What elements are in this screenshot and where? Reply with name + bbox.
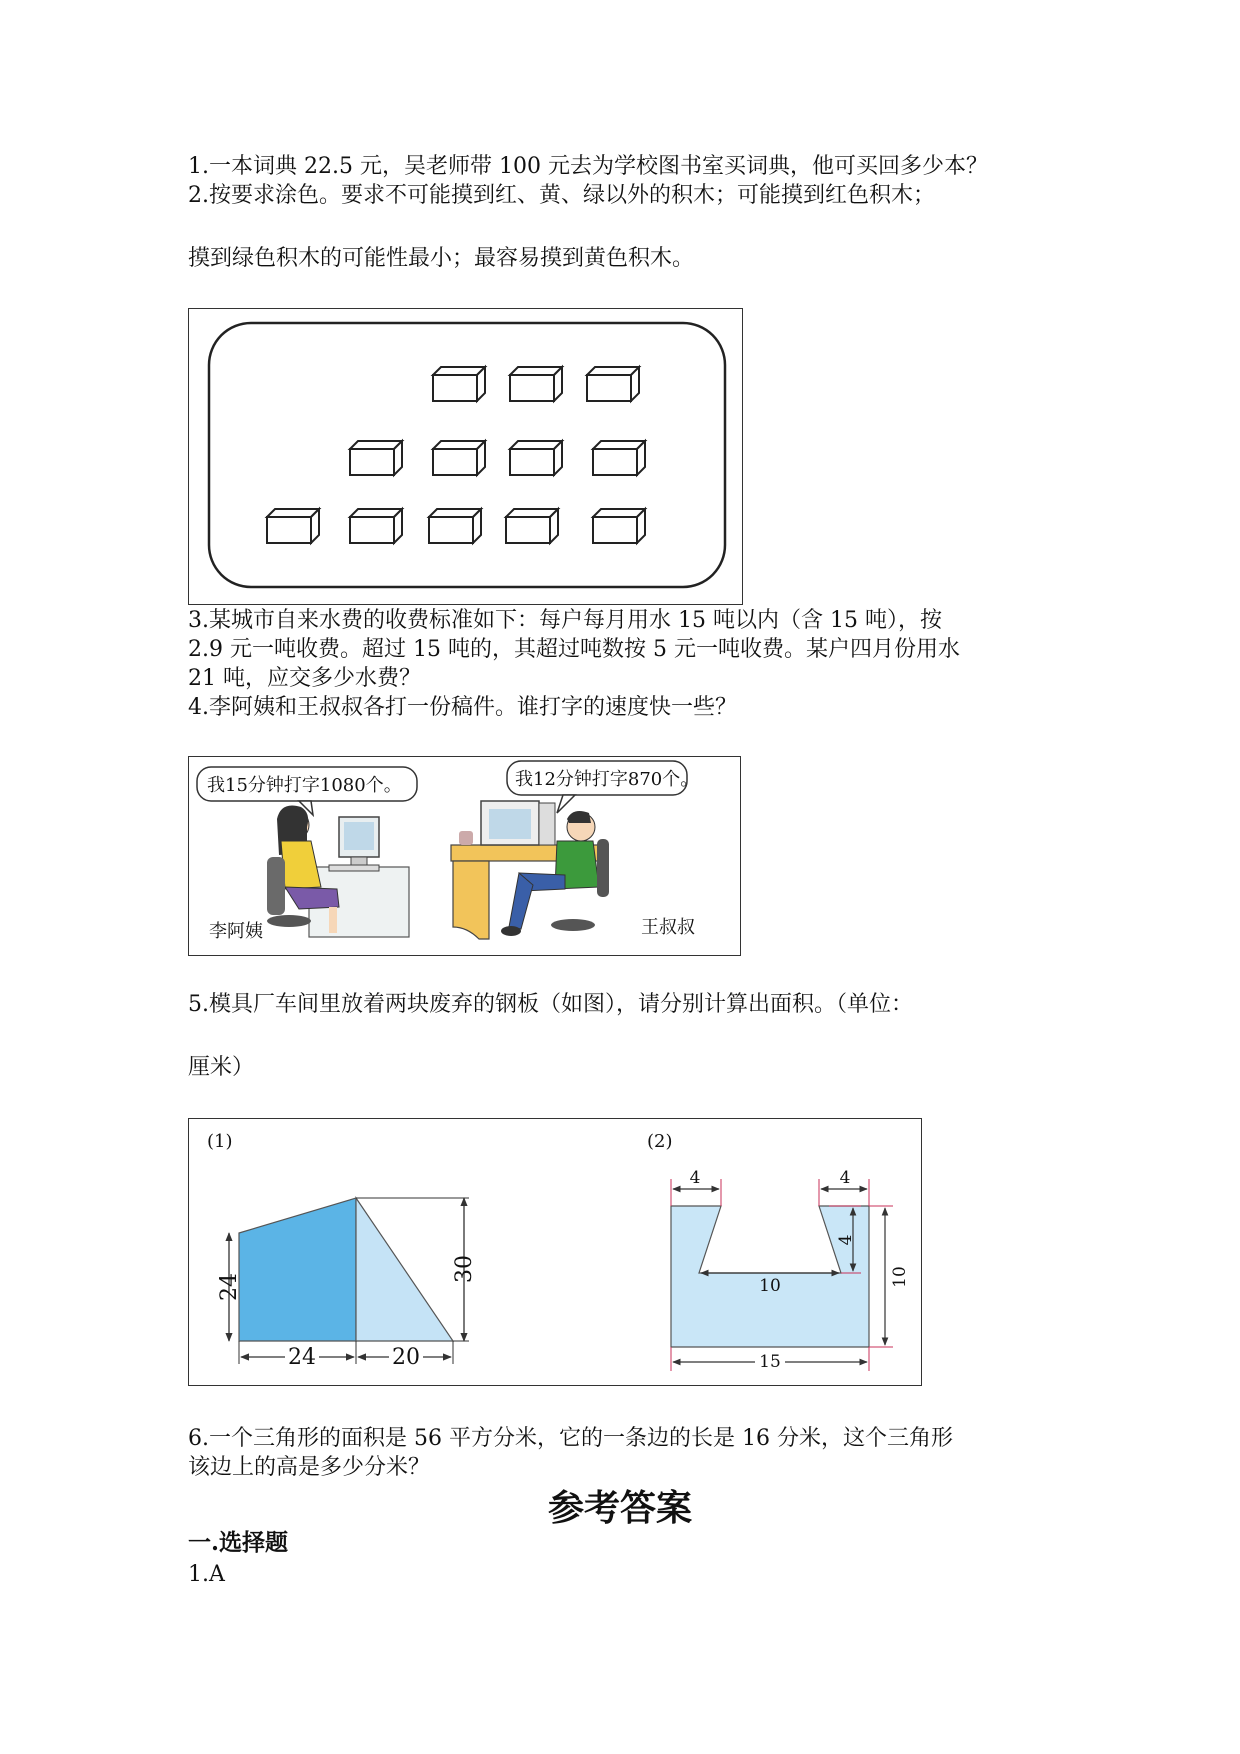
question-6-line-1: 6.一个三角形的面积是 56 平方分米，它的一条边的长是 16 分米，这个三角形: [188, 1426, 953, 1451]
dim-right-height: 30: [452, 1255, 477, 1283]
question-2-line-1: 2.按要求涂色。要求不可能摸到红、黄、绿以外的积木；可能摸到红色积木；: [188, 183, 935, 208]
question-3-line-1: 3.某城市自来水费的收费标准如下：每户每月用水 15 吨以内（含 15 吨），按: [188, 608, 942, 633]
man-at-computer: [451, 801, 609, 939]
block-row-2: [350, 441, 645, 475]
dim-bottom-left: 24: [288, 1345, 316, 1370]
question-5-line-2: 厘米）: [188, 1055, 255, 1080]
question-1: 1.一本词典 22.5 元，吴老师带 100 元去为学校图书室买词典，他可买回多少本？: [188, 154, 988, 179]
label-figure-1: (1): [207, 1131, 233, 1152]
name-right: 王叔叔: [641, 917, 695, 938]
block-row-1: [433, 367, 639, 401]
dim-bottom: 15: [759, 1352, 781, 1372]
blocks-figure: [188, 308, 743, 605]
dim-left-height: 24: [217, 1273, 242, 1301]
plate-1-trapezoid: [239, 1198, 356, 1341]
dim-notch-depth: 4: [836, 1234, 856, 1246]
block-row-3: [267, 509, 645, 543]
answers-title: 参考答案: [547, 1487, 692, 1529]
blocks-drawing: [189, 309, 741, 603]
bubble-left-text: 我15分钟打字1080个。: [207, 775, 402, 796]
question-5-line-1: 5.模具厂车间里放着两块废弃的钢板（如图），请分别计算出面积。（单位：: [188, 992, 913, 1017]
question-3-line-3: 21 吨，应交多少水费？: [188, 666, 421, 691]
name-left: 李阿姨: [209, 921, 263, 942]
section-heading-choice: 一.选择题: [188, 1529, 289, 1556]
label-figure-2: (2): [647, 1131, 673, 1152]
dim-notch-width: 10: [759, 1276, 781, 1296]
question-4: 4.李阿姨和王叔叔各打一份稿件。谁打字的速度快一些？: [188, 695, 737, 720]
question-6-line-2: 该边上的高是多少分米？: [188, 1455, 431, 1480]
typing-illustration: [189, 757, 739, 954]
bubble-right-text: 我12分钟打字870个。: [515, 769, 699, 790]
steel-plates-figure: [188, 1118, 922, 1386]
question-3-line-2: 2.9 元一吨收费。超过 15 吨的，其超过吨数按 5 元一吨收费。某户四月份用水: [188, 637, 960, 662]
plate-2: [671, 1168, 910, 1372]
typing-figure: [188, 756, 741, 956]
woman-at-computer: [267, 806, 409, 938]
dim-top-right: 4: [839, 1168, 851, 1188]
answer-1: 1.A: [188, 1562, 225, 1587]
dim-bottom-right: 20: [392, 1345, 420, 1370]
plate-1: [217, 1198, 477, 1370]
dim-height: 10: [890, 1266, 910, 1288]
dim-top-left: 4: [689, 1168, 701, 1188]
question-2-line-2: 摸到绿色积木的可能性最小；最容易摸到黄色积木。: [188, 246, 695, 271]
plate-1-triangle: [356, 1198, 453, 1341]
steel-plates-drawing: [189, 1119, 920, 1384]
